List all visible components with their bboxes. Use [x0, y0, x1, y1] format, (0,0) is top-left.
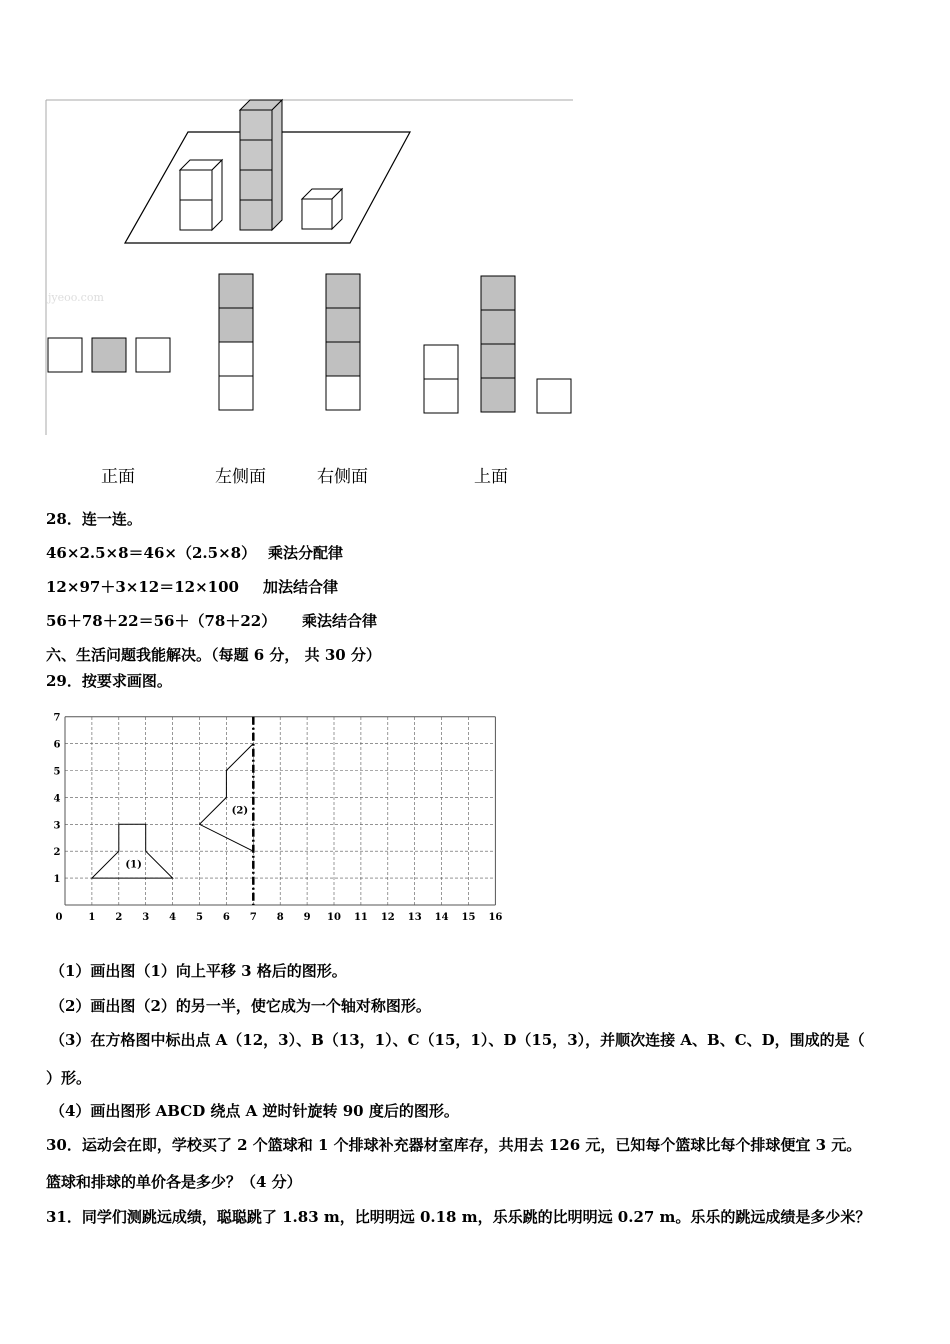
q29-item-3-cont: ）形。 — [46, 1069, 92, 1087]
x-tick-label: 0 — [55, 912, 63, 923]
y-tick-label: 2 — [53, 847, 61, 859]
top-view-squares — [424, 276, 571, 413]
x-tick-label: 10 — [327, 912, 341, 923]
front-view-squares — [48, 338, 170, 372]
x-tick-label: 16 — [488, 912, 503, 923]
y-tick-label: 1 — [53, 874, 61, 886]
q30-line-2: 篮球和排球的单价各是多少？（4 分） — [46, 1173, 302, 1191]
x-tick-label: 9 — [303, 912, 311, 923]
x-tick-label: 2 — [115, 912, 123, 923]
q28-expr-2: 12×97＋3×12＝12×100 — [46, 578, 239, 596]
right-side-view-squares — [326, 274, 360, 410]
x-tick-label: 7 — [249, 912, 257, 923]
cube-views-figure — [40, 95, 580, 435]
x-tick-label: 5 — [196, 912, 203, 923]
y-tick-label: 4 — [53, 793, 61, 805]
q28-expr-1: 46×2.5×8＝46×（2.5×8） — [46, 544, 257, 562]
q29-item-3: （3）在方格图中标出点 A（12，3）、B（13，1）、C（15，1）、D（15，3），并顺次连接 A、B、C、D，围成的是（ — [50, 1031, 865, 1049]
q31-line-1: 31．同学们测跳远成绩，聪聪跳了 1.83 m，比明明远 0.18 m，乐乐跳的比明明远 0.27 m。乐乐的跳远成绩是多少米？ — [46, 1208, 871, 1226]
x-tick-label: 15 — [461, 912, 476, 923]
y-tick-label: 3 — [53, 820, 61, 832]
cube-single-right — [302, 189, 342, 229]
q28-law-1: 乘法分配律 — [268, 544, 344, 562]
q30-line-1: 30．运动会在即，学校买了 2 个篮球和 1 个排球补充器材室库存，共用去 126 元，已知每个篮球比每个排球便宜 3 元。 — [46, 1136, 862, 1154]
x-tick-label: 1 — [88, 912, 96, 923]
shape-2-label: (2) — [231, 805, 249, 817]
x-tick-label: 14 — [434, 912, 449, 923]
q28-law-3: 乘法结合律 — [302, 612, 378, 630]
x-tick-label: 3 — [142, 912, 150, 923]
view-label-front: 正面 — [101, 467, 135, 487]
y-tick-label: 7 — [53, 712, 61, 724]
x-tick-label: 13 — [407, 912, 422, 923]
q29-title: 29．按要求画图。 — [46, 672, 172, 690]
q29-item-2: （2）画出图（2）的另一半，使它成为一个轴对称图形。 — [50, 997, 431, 1015]
shape-1-label: (1) — [125, 859, 142, 871]
coordinate-grid — [40, 705, 520, 930]
cube-stack-left — [180, 160, 222, 230]
watermark-text: jyeoo.com — [48, 291, 104, 304]
y-tick-label: 6 — [53, 739, 61, 751]
q28-law-2: 加法结合律 — [263, 578, 339, 596]
q28-title: 28．连一连。 — [46, 510, 142, 528]
x-tick-label: 11 — [353, 912, 368, 923]
section-6-heading: 六、生活问题我能解决。（每题 6 分， 共 30 分） — [46, 646, 381, 664]
x-tick-label: 8 — [276, 912, 284, 923]
x-tick-label: 12 — [380, 912, 395, 923]
q29-item-4: （4）画出图形 ABCD 绕点 A 逆时针旋转 90 度后的图形。 — [50, 1102, 459, 1120]
x-tick-label: 4 — [169, 912, 177, 923]
left-side-view-squares — [219, 274, 253, 410]
view-label-right-side: 右侧面 — [317, 467, 368, 487]
view-label-top: 上面 — [474, 467, 508, 487]
view-label-left-side: 左侧面 — [215, 467, 266, 487]
x-tick-label: 6 — [222, 912, 230, 923]
y-tick-label: 5 — [53, 766, 61, 778]
q29-item-1: （1）画出图（1）向上平移 3 格后的图形。 — [50, 962, 347, 980]
q28-expr-3: 56＋78＋22＝56＋（78＋22） — [46, 612, 277, 630]
cube-stack-middle — [240, 100, 282, 230]
